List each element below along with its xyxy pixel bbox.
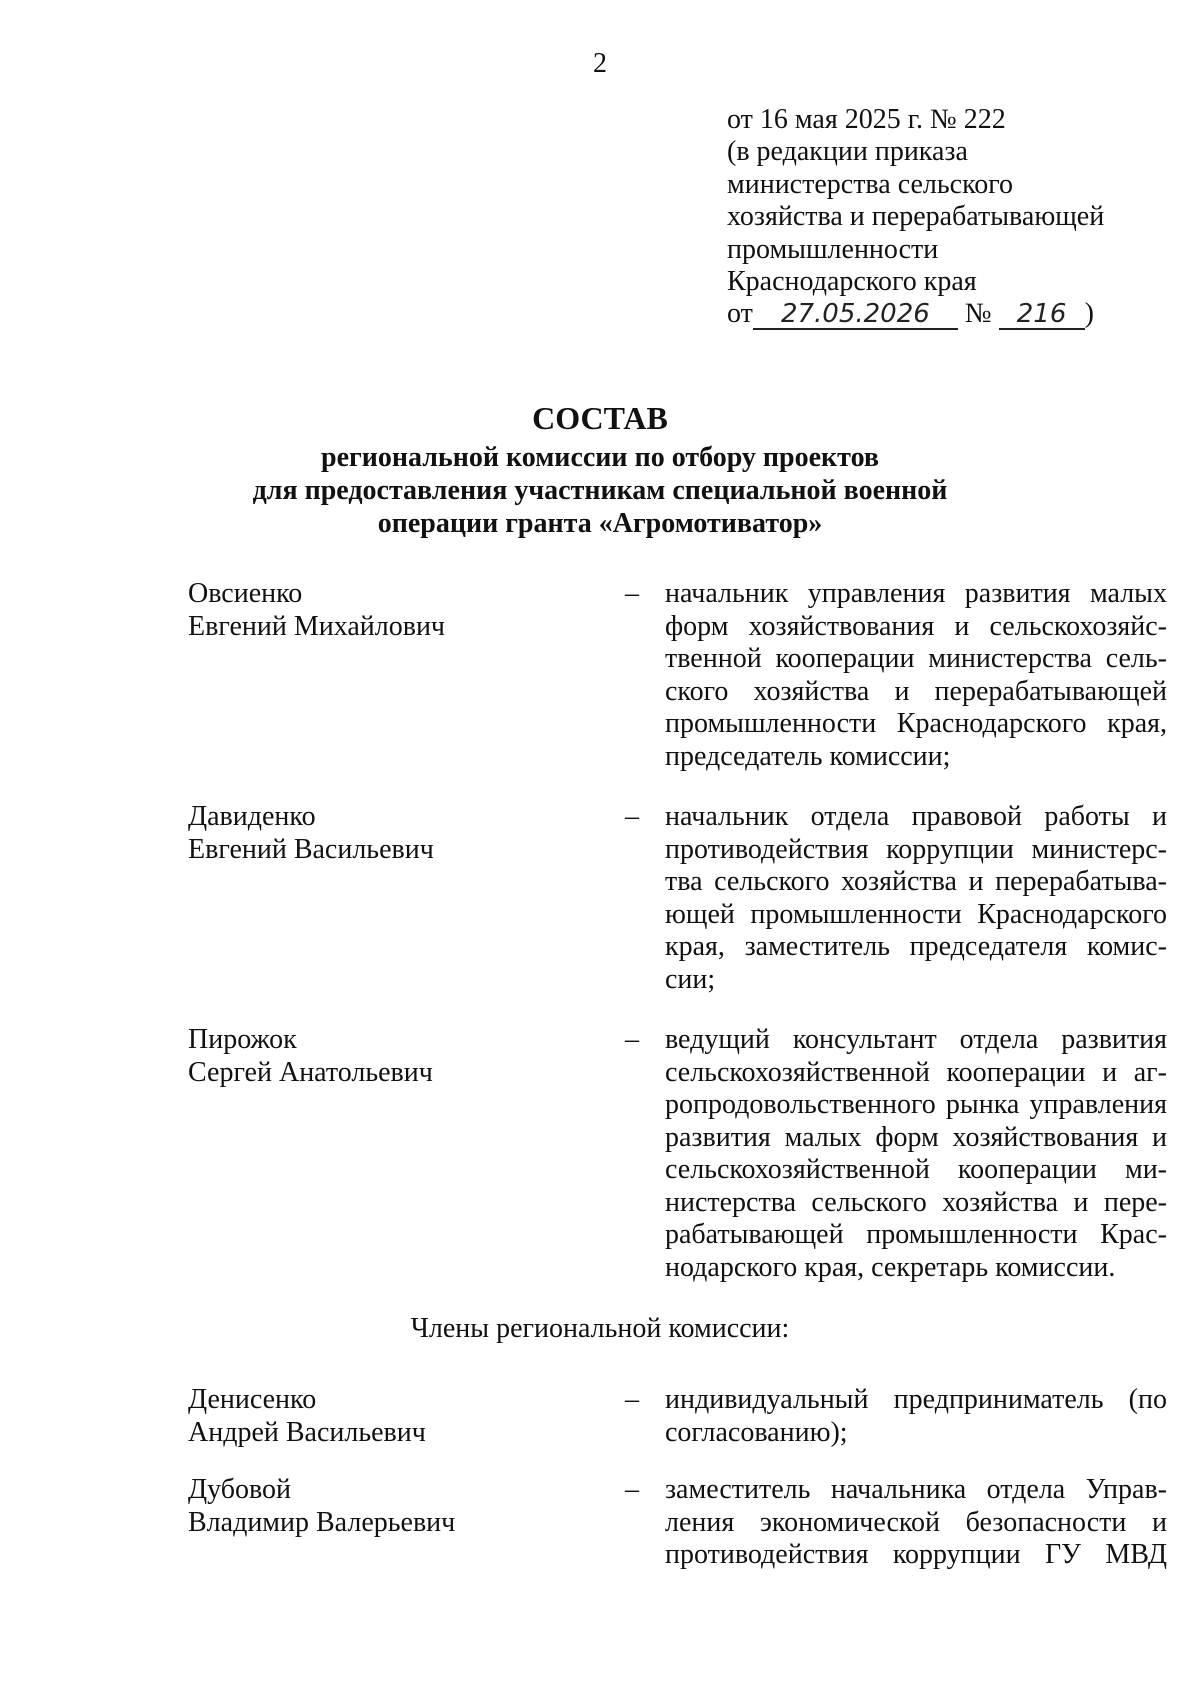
member-position <box>665 1024 1167 1284</box>
member-name <box>188 1024 588 1089</box>
member-dash: – <box>625 1384 639 1415</box>
document-title: СОСТАВ <box>532 400 668 436</box>
position-line: ющей промышленности Краснодарского <box>665 898 1167 930</box>
member-position <box>665 578 1167 773</box>
position-line: ского хозяйства и перерабатывающей <box>665 675 1167 707</box>
position-line: форм хозяйствования и сельскохозяйс- <box>665 610 1167 642</box>
reference-line: Краснодарского края <box>727 266 977 298</box>
reference-line: (в редакции приказа <box>727 136 968 168</box>
position-line: заместитель начальника отдела Управ- <box>665 1474 1167 1505</box>
page-number: 2 <box>593 48 607 79</box>
member-surname: Давиденко <box>188 801 316 832</box>
member-name <box>188 578 588 643</box>
member-dash: – <box>625 1474 639 1505</box>
position-line: начальник отдела правовой работы и <box>665 801 1167 832</box>
position-line: начальник управления развития малых <box>665 578 1167 609</box>
reference-line: промышленности <box>727 233 939 265</box>
member-position <box>665 801 1167 996</box>
handwritten-amendment-date: 27.05.2026 <box>753 300 958 330</box>
member-position <box>665 1384 1167 1449</box>
member-given-names: Андрей Васильевич <box>188 1416 426 1448</box>
position-line: согласованию); <box>665 1416 848 1448</box>
amendment-line <box>727 298 1167 330</box>
position-line: твенной кооперации министерства сель- <box>665 643 1167 674</box>
member-given-names: Евгений Васильевич <box>188 833 434 865</box>
member-name <box>188 801 588 866</box>
member-surname: Овсиенко <box>188 578 303 609</box>
position-line: промышленности Краснодарского края, <box>665 708 1167 739</box>
position-line: сии; <box>665 963 716 995</box>
position-line: края, заместитель председателя комис- <box>665 931 1167 962</box>
position-line: ления экономической безопасности и <box>665 1506 1167 1538</box>
member-surname: Пирожок <box>188 1024 297 1055</box>
reference-line: министерства сельского <box>727 168 1014 200</box>
position-line: тва сельского хозяйства и перерабатыва- <box>665 866 1167 897</box>
reference-line: хозяйства и перерабатывающей <box>727 201 1105 233</box>
member-given-names: Сергей Анатольевич <box>188 1056 433 1088</box>
amendment-number-label: № <box>964 298 992 330</box>
position-line: сельскохозяйственной кооперации ми- <box>665 1154 1167 1185</box>
position-line: председатель комиссии; <box>665 740 951 772</box>
position-line: противодействия коррупции ГУ МВД <box>665 1539 1167 1570</box>
member-given-names: Владимир Валерьевич <box>188 1506 456 1538</box>
position-line: индивидуальный предприниматель (по <box>665 1384 1167 1415</box>
amendment-prefix: от <box>727 298 753 330</box>
handwritten-amendment-number: 216 <box>999 300 1085 330</box>
position-line: ропродовольственного рынка управления <box>665 1089 1167 1120</box>
document-subtitle-line: для предоставления участникам специальной военной <box>252 475 948 506</box>
member-dash: – <box>625 801 639 832</box>
members-section-heading: Члены региональной комиссии: <box>410 1313 790 1344</box>
member-dash: – <box>625 1024 639 1055</box>
position-line: нодарского края, секретарь комиссии. <box>665 1251 1116 1283</box>
document-reference-block <box>727 104 1167 331</box>
position-line: сельскохозяйственной кооперации и аг- <box>665 1056 1167 1088</box>
position-line: рабатывающей промышленности Крас- <box>665 1219 1167 1250</box>
position-line: противодействия коррупции министерс- <box>665 833 1167 865</box>
position-line: развития малых форм хозяйствования и <box>665 1121 1167 1153</box>
document-subtitle-line: операции гранта «Агромотиватор» <box>377 508 823 539</box>
document-subtitle-line: региональной комиссии по отбору проектов <box>321 442 879 473</box>
member-name <box>188 1384 588 1449</box>
amendment-suffix: ) <box>1084 298 1094 330</box>
position-line: ведущий консультант отдела развития <box>665 1024 1167 1055</box>
member-name <box>188 1474 588 1539</box>
member-position <box>665 1474 1167 1572</box>
member-surname: Дубовой <box>188 1474 291 1505</box>
member-given-names: Евгений Михайлович <box>188 610 446 642</box>
member-dash: – <box>625 578 639 609</box>
position-line: нистерства сельского хозяйства и пере- <box>665 1186 1167 1218</box>
reference-line: от 16 мая 2025 г. № 222 <box>727 104 1006 135</box>
member-surname: Денисенко <box>188 1384 317 1415</box>
